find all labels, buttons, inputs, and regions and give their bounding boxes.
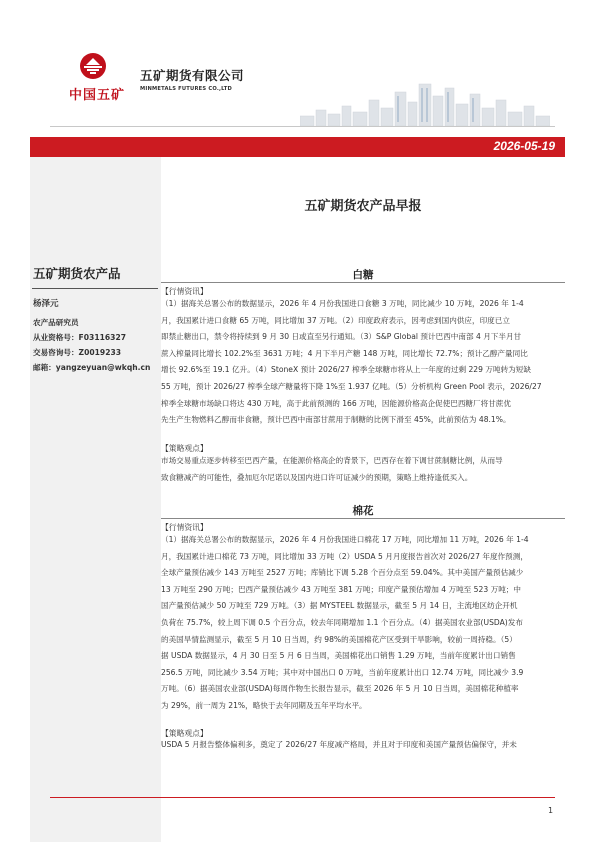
company-name-en: MINMETALS FUTURES CO.,LTD <box>140 86 233 92</box>
text-line: （1）据海关总署公布的数据显示，2026 年 4 月份我国进口棉花 17 万吨，同比增加 11 万吨，2026 年 1-4 <box>161 535 529 544</box>
sugar-news-paragraph <box>161 296 565 429</box>
text-line: 全球产量预估减少 143 万吨至 2527 万吨；库销比下调 5.28 个百分点至 59.04%。其中美国产量预估减少 <box>161 568 524 578</box>
text-line: 榨季全球糖市场缺口将达 430 万吨，高于此前预测的 166 万吨，因能源价格高企促使巴西糖厂将甘蔗优 <box>161 398 511 408</box>
company-logo <box>58 52 136 104</box>
text-line: 的美国旱情监测显示，截至 5 月 10 日当周，约 98%的美国棉花产区受到干旱影响，较前一周持稳。（5） <box>161 634 517 644</box>
footer-divider <box>50 797 555 798</box>
minmetals-emblem-icon <box>78 52 108 80</box>
text-line: （1）据海关总署公布的数据显示，2026 年 4 月份我国进口食糖 3 万吨，同比减少 10 万吨，2026 年 1-4 <box>161 299 524 308</box>
header-divider <box>50 126 555 127</box>
text-line: 万吨。（6）据美国农业部(USDA)每周作物生长报告显示，截至 2026 年 5 月 10 日当周，美国棉花种植率 <box>161 684 519 694</box>
text-line: 55 万吨，预计 2026/27 榨季全球产糖量将下降 1%至 1.937 亿吨。（5）分析机构 Green Pool 表示，2026/27 <box>161 381 542 391</box>
analyst-department: 农产品研究员 <box>33 318 79 327</box>
text-line: 13 万吨至 290 万吨；巴西产量预估减少 43 万吨至 381 万吨；印度产量预估增加 4 万吨至 523 万吨；中 <box>161 584 521 594</box>
text-line: 为 29%，前一周为 21%，略快于去年同期及五年平均水平。 <box>161 700 367 710</box>
text-line: 据 USDA 数据显示，4 月 30 日至 5 月 6 日当周，美国棉花出口销售 1.29 万吨，当前年度累计出口销售 <box>161 651 516 661</box>
text-line: 256.5 万吨，同比减少 3.54 万吨；其中对中国出口 0 万吨，当前年度累计出口 12.74 万吨，同比减少 3.9 <box>161 667 524 677</box>
section-divider <box>161 518 565 519</box>
strategy-tag: 【策略观点】 <box>161 444 208 453</box>
report-title: 五矿期货农产品早报 <box>304 199 422 214</box>
city-skyline-graphic <box>300 78 550 126</box>
text-line: 增长 92.6%至 19.1 亿升。（4）StoneX 预计 2026/27 榨季全球糖市将从上一年度的过剩 229 万吨转为短缺 <box>161 365 531 375</box>
trading-consult-number: 交易咨询号：Z0019233 <box>33 348 122 357</box>
text-line: 负荷在 75.7%，较上周下调 0.5 个百分点，较去年同期增加 1.1 个百分点。（4）据美国农业部(USDA)发布 <box>161 617 523 627</box>
news-tag: 【行情资讯】 <box>161 523 208 532</box>
sidebar-divider <box>32 288 158 289</box>
company-name <box>140 66 244 92</box>
text-line: 月，我国累计进口食糖 65 万吨，同比增加 37 万吨。（2）印度政府表示，因考虑到国内供应，印度已立 <box>161 315 510 325</box>
section-divider <box>161 282 565 283</box>
strategy-tag: 【策略观点】 <box>161 729 208 738</box>
company-name-cn: 五矿期货有限公司 <box>140 68 245 83</box>
qualification-number: 从业资格号：F03116327 <box>33 333 127 342</box>
sugar-strategy-paragraph <box>161 453 565 486</box>
cotton-news-paragraph <box>161 532 565 715</box>
sidebar <box>30 157 161 842</box>
text-line: 致食糖减产的可能性，叠加厄尔尼诺以及国内进口许可证减少的预期，策略上维持逢低买入。 <box>161 472 473 482</box>
page-number: 1 <box>548 806 554 815</box>
report-date: 2026-05-19 <box>493 139 555 153</box>
analyst-email: 邮箱：yangzeyuan@wkqh.cn <box>33 363 151 372</box>
section-title-sugar: 白糖 <box>352 269 374 281</box>
text-line: 先生产生物燃料乙醇而非食糖，预计巴西中南部甘蔗用于制糖的比例下滑至 45%，此前预估为 48.1%。 <box>161 415 511 425</box>
text-line: 蔗入榨量同比增长 102.2%至 3631 万吨；4 月下半月产糖 148 万吨，同比增长 72.7%；预计乙醇产量同比 <box>161 348 528 358</box>
text-line: 国产量预估减少 50 万吨至 729 万吨。（3）据 MYSTEEL 数据显示，截至 5 月 14 日，主流地区纺企开机 <box>161 601 518 611</box>
news-tag: 【行情资讯】 <box>161 287 208 296</box>
section-title-cotton: 棉花 <box>352 505 374 517</box>
logo-text: 中国五矿 <box>68 88 125 103</box>
text-line: 即禁止糖出口，禁令将持续到 9 月 30 日或直至另行通知。（3）S&P Global 预计巴西中南部 4 月下半月甘 <box>161 332 522 342</box>
text-line: USDA 5 月报告整体偏利多，奠定了 2026/27 年度减产格局，并且对于印度和美国产量预估偏保守，并未 <box>161 740 517 749</box>
text-line: 月，我国累计进口棉花 73 万吨，同比增加 33 万吨（2）USDA 5 月月度报告首次对 2026/27 年度作预测， <box>161 551 528 561</box>
sidebar-title: 五矿期货农产品 <box>33 266 121 281</box>
cotton-strategy-paragraph <box>161 737 565 754</box>
date-banner <box>30 137 565 157</box>
analyst-name: 杨泽元 <box>33 299 59 309</box>
text-line: 市场交易重点逐步转移至巴西产量，在能源价格高企的背景下，巴西存在着下调甘蔗制糖比例，从而导 <box>161 456 503 465</box>
